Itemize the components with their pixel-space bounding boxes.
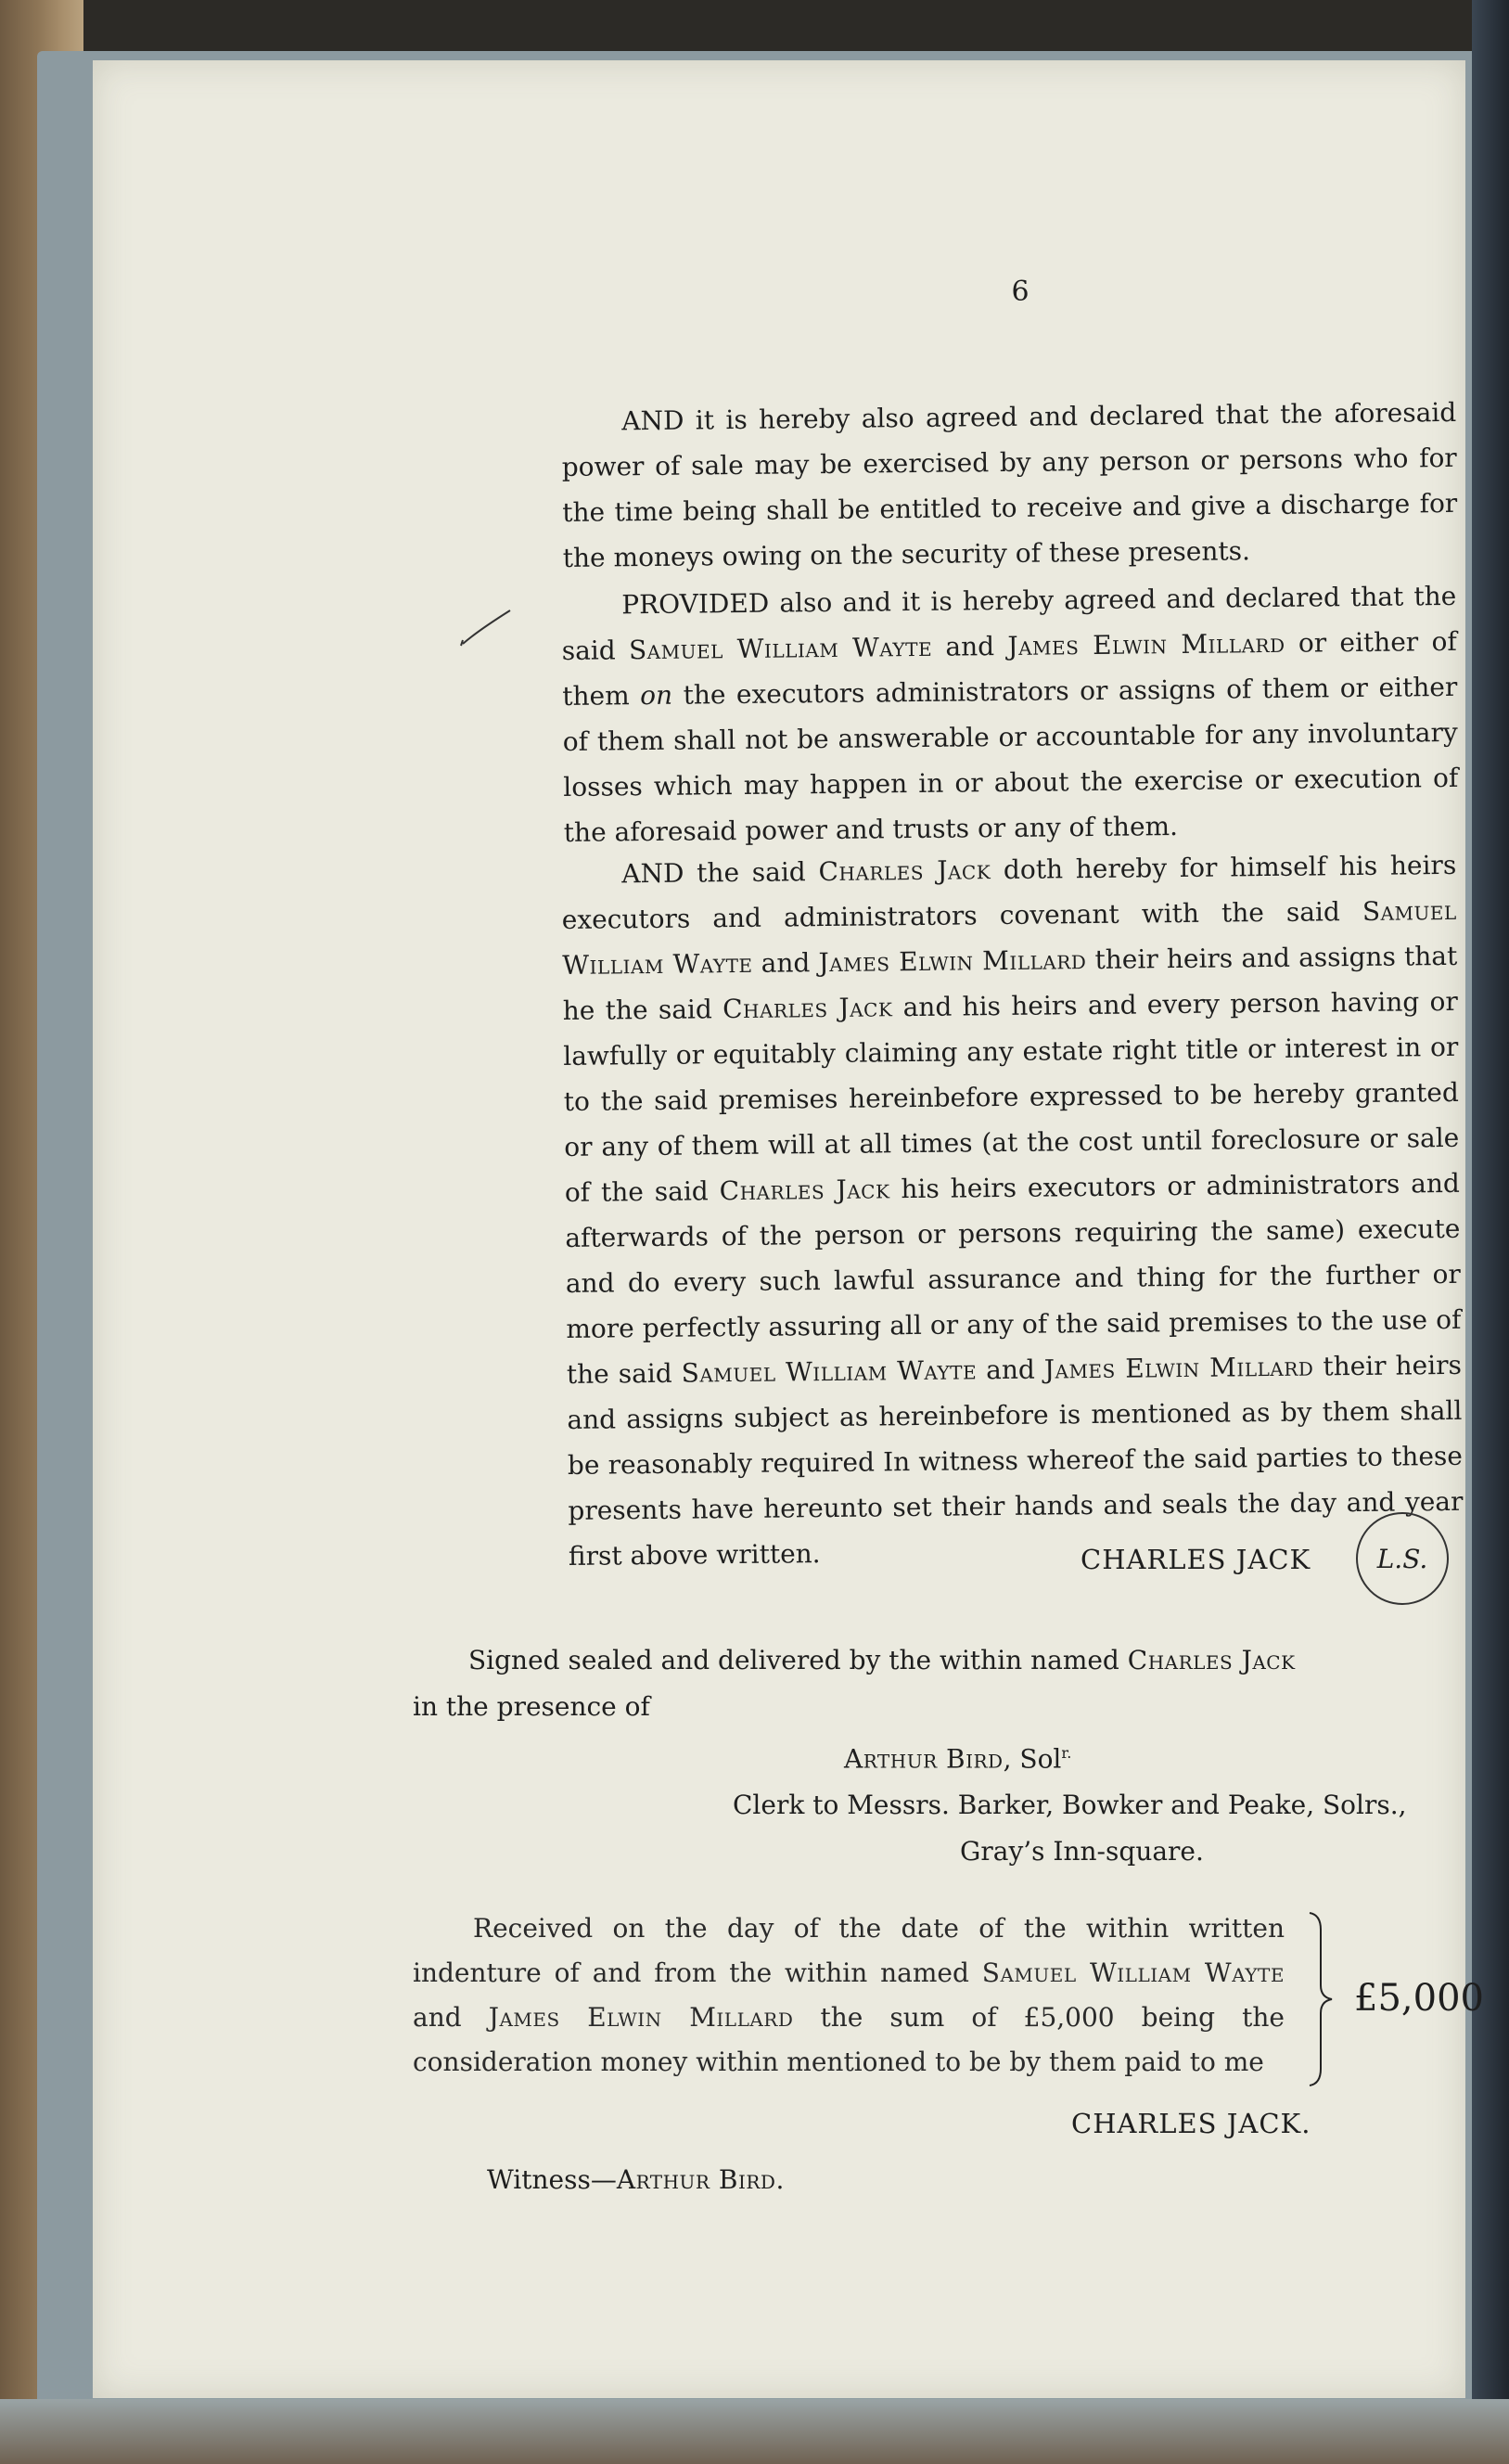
party-name: Charles Jack [722,992,893,1025]
receipt-signature: CHARLES JACK. [1071,2108,1311,2139]
receipt-clause [413,1906,1285,2085]
party-name: James Elwin Millard [488,2002,794,2033]
body-text: AND it is hereby also agreed and declared that the aforesaid power of sale may be exercised by any person or persons who for the time being shall be entitled to receive and give a discharge for the moneys owing on the security of these presents. [561,396,1458,573]
paragraph [561,573,1459,855]
document-page [93,60,1484,2398]
witness-firm: Clerk to Messrs. Barker, Bowker and Peake, Solrs., [733,1790,1407,1821]
body-text: and [413,2002,489,2033]
curly-brace [1306,1911,1337,2087]
paragraph [561,842,1464,1579]
clause-power-of-sale [561,390,1458,581]
body-text: and [752,947,819,979]
body-text: his heirs executors or administrators and afterwards of the person or persons requiring the same) execute and do every such lawful assurance and thing for the further or more perfectly assuring all or any of the said premises to the use of the said [565,1167,1462,1390]
body-text: their heirs and assigns subject as hereinbefore is mentioned as by them shall be reasonably required In witness whereof the said parties to these presents have hereunto set their hands and seals the day and year first above written. [567,1349,1464,1572]
attestation-text: Signed sealed and delivered by the within named [468,1645,1128,1675]
witness-details [733,1730,1407,1875]
grantor-signature: CHARLES JACK [1081,1544,1311,1575]
handwritten-correction: on [640,679,673,712]
party-name: Charles Jack [818,854,991,888]
body-text: and [931,630,1008,662]
body-text: and his heirs and every person having or lawfully or equitably claiming any estate right title or interest in or to the said premises hereinbefore expressed to be hereby granted or any of them will at all times (at the cost until foreclosure or sale of the said [563,985,1460,1208]
party-name: James Elwin Millard [818,944,1087,979]
party-name: James Elwin Millard [1043,1351,1314,1385]
receipt-witness [487,2157,785,2202]
paragraph [561,390,1458,581]
seal-mark [1356,1512,1449,1605]
witness-title-sup: r. [1061,1744,1072,1762]
body-text: AND the said [621,856,819,890]
binding-bottom-edge [0,2399,1509,2464]
attestation-clause [413,1637,1340,1730]
party-name: James Elwin Millard [1007,627,1285,661]
body-text: the sum of £5,000 being the consideration money within mentioned to be by them paid to me [413,2002,1285,2077]
seal-text: L.S. [1376,1543,1428,1574]
page-number: 6 [1011,276,1029,308]
witness-prefix: Witness— [487,2164,617,2195]
party-name: Samuel William Wayte [628,631,933,666]
witness-name: Arthur Bird [844,1743,1004,1775]
party-name: Samuel William Wayte [681,1354,978,1389]
body-text: Received on the day of the date of the within written indenture of and from the within named [413,1913,1285,1988]
witness-title: , Sol [1003,1743,1062,1775]
receipt-witness-name: Arthur Bird. [616,2164,785,2195]
body-text: the executors administrators or assigns of them or either of them shall not be answerable or accountable for any involuntary losses which may happen in or about the exercise or execution of the aforesaid power and trusts or any of them. [562,671,1459,848]
body-text: and [976,1354,1044,1386]
party-name: Samuel William Wayte [562,894,1457,981]
receipt-amount: £5,000 [1354,1977,1484,2020]
witness-address: Gray’s Inn-square. [960,1836,1204,1867]
attestation-signatory: Charles Jack [1127,1645,1296,1675]
clause-covenant [561,842,1464,1579]
party-name: Samuel William Wayte [981,1957,1285,1988]
pencil-tick-mark [459,603,515,649]
clause-proviso [561,573,1459,855]
party-name: Charles Jack [719,1174,890,1207]
body-text: or either of them [562,625,1457,712]
body-text: their heirs and assigns that he the said [562,940,1458,1026]
body-text: PROVIDED also and it is hereby agreed and declared that the said [561,580,1457,666]
binding-right-edge [1472,0,1509,2464]
body-text: doth hereby for himself his heirs executors and administrators covenant with the said [561,849,1457,935]
attestation-presence: in the presence of [413,1691,650,1722]
